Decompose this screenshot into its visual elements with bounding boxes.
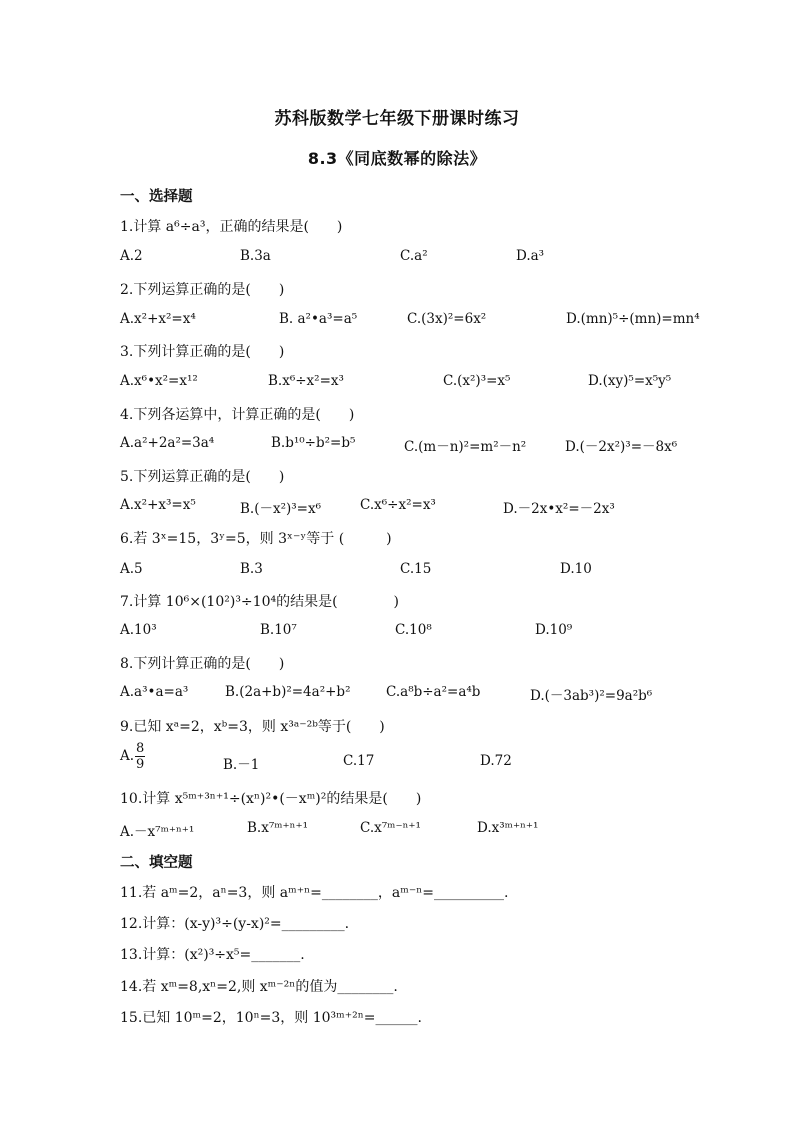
q6-option-c: C.15 [400, 561, 432, 577]
q5-option-c: C.x⁶÷x²=x³ [360, 497, 436, 513]
q9-option-a-prefix: A. [120, 748, 135, 764]
q8-option-d: D.(－3ab³)²=9a²b⁶ [530, 688, 653, 704]
section-choice-heading: 一、选择题 [120, 189, 193, 205]
question-6: 6.若 3ˣ=15，3ʸ=5，则 3ˣ⁻ʸ等于 ( ) [120, 531, 392, 547]
q4-option-c: C.(m－n)²=m²－n² [404, 439, 527, 455]
q2-option-a: A.x²+x²=x⁴ [120, 311, 196, 327]
question-7: 7.计算 10⁶×(10²)³÷10⁴的结果是( ) [120, 594, 400, 610]
question-5: 5.下列运算正确的是( ) [120, 469, 285, 485]
q7-option-a: A.10³ [120, 622, 157, 638]
q1-option-a: A.2 [120, 248, 143, 264]
question-9: 9.已知 xᵃ=2，xᵇ=3，则 x³ᵃ⁻²ᵇ等于( ) [120, 719, 385, 735]
q2-option-c: C.(3x)²=6x² [407, 311, 487, 327]
q4-option-d: D.(－2x²)³=－8x⁶ [565, 439, 678, 455]
q5-option-d: D.－2x•x²=－2x³ [503, 501, 615, 517]
q2-option-d: D.(mn)⁵÷(mn)=mn⁴ [566, 311, 700, 327]
q9-option-c: C.17 [343, 753, 375, 769]
q2-option-b: B. a²•a³=a⁵ [279, 311, 358, 327]
question-4: 4.下列各运算中，计算正确的是( ) [120, 407, 355, 423]
q5-option-a: A.x²+x³=x⁵ [120, 497, 196, 513]
q6-option-d: D.10 [560, 561, 592, 577]
q9-option-d: D.72 [480, 753, 512, 769]
q6-option-a: A.5 [120, 561, 143, 577]
q8-option-b: B.(2a+b)²=4a²+b² [225, 684, 351, 700]
page-title: 苏科版数学七年级下册课时练习 [274, 109, 520, 129]
section-fill-heading: 二、填空题 [120, 855, 193, 871]
q3-option-c: C.(x²)³=x⁵ [443, 373, 511, 389]
question-12: 12.计算：(x-y)³÷(y-x)²=_________. [120, 916, 350, 932]
q7-option-c: C.10⁸ [395, 622, 432, 638]
question-3: 3.下列计算正确的是( ) [120, 344, 285, 360]
question-1: 1.计算 a⁶÷a³，正确的结果是( ) [120, 219, 343, 235]
q10-option-d: D.x³ᵐ⁺ⁿ⁺¹ [477, 820, 539, 836]
q6-option-b: B.3 [240, 561, 263, 577]
q1-option-b: B.3a [240, 248, 271, 264]
fraction-numerator: 8 [136, 741, 145, 756]
question-14: 14.若 xᵐ=8,xⁿ=2,则 xᵐ⁻²ⁿ的值为________. [120, 979, 398, 995]
question-11: 11.若 aᵐ=2，aⁿ=3，则 aᵐ⁺ⁿ=________，aᵐ⁻ⁿ=__________. [120, 885, 509, 901]
q7-option-b: B.10⁷ [260, 622, 297, 638]
question-13: 13.计算：(x²)³÷x⁵=_______. [120, 947, 305, 963]
page-subtitle: 8.3《同底数幂的除法》 [307, 149, 487, 168]
q4-option-a: A.a²+2a²=3a⁴ [120, 435, 215, 451]
q8-option-a: A.a³•a=a³ [120, 684, 189, 700]
q1-option-d: D.a³ [516, 248, 545, 264]
q1-option-c: C.a² [400, 248, 428, 264]
q4-option-b: B.b¹⁰÷b²=b⁵ [271, 435, 356, 451]
q10-option-c: C.x⁷ᵐ⁻ⁿ⁺¹ [360, 820, 421, 836]
question-2: 2.下列运算正确的是( ) [120, 282, 285, 298]
question-10: 10.计算 x⁵ᵐ⁺³ⁿ⁺¹÷(xⁿ)²•(－xᵐ)²的结果是( ) [120, 791, 422, 807]
q3-option-a: A.x⁶•x²=x¹² [120, 373, 198, 389]
q9-option-a-fraction [135, 741, 145, 772]
q10-option-a: A.－x⁷ᵐ⁺ⁿ⁺¹ [120, 824, 195, 840]
q10-option-b: B.x⁷ᵐ⁺ⁿ⁺¹ [247, 820, 309, 836]
q3-option-b: B.x⁶÷x²=x³ [268, 373, 344, 389]
fraction-denominator: 9 [136, 757, 145, 772]
q5-option-b: B.(－x²)³=x⁶ [240, 501, 322, 517]
q8-option-c: C.a⁸b÷a²=a⁴b [386, 684, 481, 700]
question-8: 8.下列计算正确的是( ) [120, 656, 285, 672]
q3-option-d: D.(xy)⁵=x⁵y⁵ [588, 373, 672, 389]
question-15: 15.已知 10ᵐ=2，10ⁿ=3，则 10³ᵐ⁺²ⁿ=______. [120, 1010, 422, 1026]
q9-option-a [120, 741, 145, 772]
q9-option-b: B.－1 [223, 757, 260, 773]
q7-option-d: D.10⁹ [535, 622, 573, 638]
